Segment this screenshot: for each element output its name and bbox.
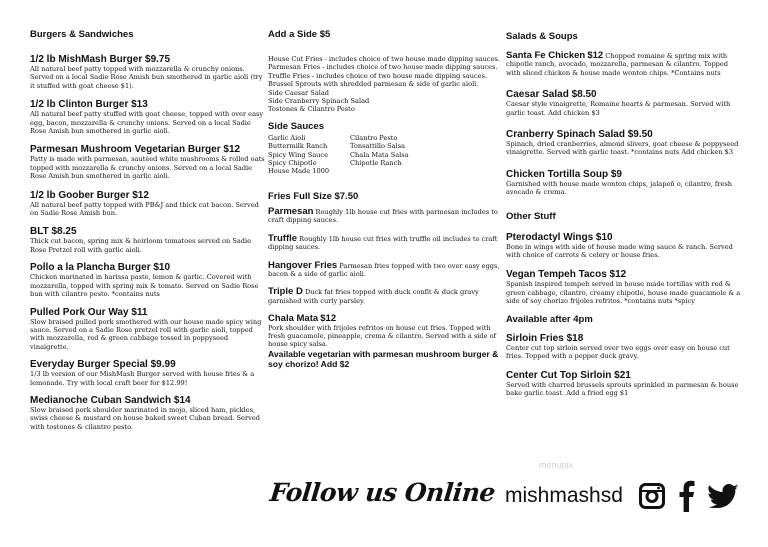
salad-item [506, 52, 742, 77]
item-name: BLT $8.25 [30, 226, 77, 238]
watermark: menupix [539, 460, 574, 470]
after-list [506, 333, 742, 398]
fries-line [268, 205, 500, 225]
item-description: Patty is made with parmesan, sautéed white mushrooms & rolled oats topped with mozzarella & crunchy onions. Served on a local Sadie Rose Amish bun smothered in garlic aioli. [30, 155, 265, 181]
fries-item [268, 288, 500, 305]
item-name: Pulled Pork Our Way $11 [30, 306, 148, 318]
item-name: Pollo a la Plancha Burger $10 [30, 262, 171, 274]
fries-description: Parmesan fries topped with two over easy eggs, bacon & a side of garlic aioli. [268, 261, 500, 278]
twitter-icon[interactable] [708, 484, 738, 508]
salad-description: Caesar style vinaigrette, Romaine hearts & parmesan. Served with garlic toast. Add chicken $3 [506, 100, 731, 117]
sauce-item: Spicy Chipotle [268, 159, 317, 168]
item-description: Thick cut bacon, spring mix & heirloom tomatoes served on Sadie Rose Pretzel roll with garlic aioli. [30, 237, 252, 254]
side-item: House Cut Fries - includes choice of two house made dipping sauces. [268, 55, 500, 63]
other-name: Vegan Tempeh Tacos $12 [506, 269, 627, 281]
sauce-item: Chala Mata Salsa [350, 150, 409, 159]
fries-description: Roughly 1lb house cut fries with truffle oil includes to craft dipping sauces. [268, 234, 498, 252]
salad-name: Caesar Salad $8.50 [506, 89, 597, 101]
salads-column [506, 31, 742, 397]
fries-section-header: Fries Full Size $7.50 [268, 190, 359, 202]
salad-line [506, 52, 742, 77]
menu-item [30, 54, 268, 90]
item-description: All natural beef patty topped with PB&J and thick cut bacon. Served on Sadie Rose Amish bun. [30, 200, 259, 218]
menu-item [30, 307, 268, 352]
other-list [506, 232, 742, 306]
fries-description: Pork shoulder with frijoles refritos on house cut fries. Topped with fresh guacamole, pineapple, crema & cilantro. Served with a side of house spicy salsa. [268, 323, 497, 349]
item-description: Chicken marinated in harissa paste, lemon & garlic. Covered with mozzarella, topped with spring mix & tomato. Served on Sadie Rose bun with cilantro pesto. *contains nuts [30, 273, 259, 299]
salads-list [506, 52, 742, 197]
fries-note: Available vegetarian with parmesan mushroom burger & soy chorizo! Add $2 [268, 348, 499, 369]
item-name: Medianoche Cuban Sandwich $14 [30, 394, 191, 406]
after-item [506, 333, 742, 361]
fries-name: Parmesan [268, 205, 314, 217]
menu-item [30, 359, 268, 387]
salad-item [506, 89, 742, 117]
fries-item [268, 232, 500, 252]
menu-item [30, 262, 268, 298]
side-item: Parmesan Fries - includes choice of two house made dipping sauces. [268, 63, 498, 72]
salad-name: Chicken Tortilla Soup $9 [506, 168, 622, 180]
other-item [506, 232, 742, 260]
side-item: Brussel Sprouts with shredded parmesan & side of garlic aioli. [268, 80, 479, 89]
fries-description: Roughly 1lb house cut fries with parmesan includes to craft dipping sauces. [268, 207, 498, 225]
fries-item [268, 259, 500, 279]
fries-item [268, 315, 500, 369]
after-description: Center cut top sirloin served over two eggs over easy on house cut fries. Topped with a pepper duck gravy. [506, 343, 730, 361]
social-handle[interactable]: mishmashsd [505, 484, 623, 507]
menu-item [30, 144, 268, 180]
sauces-right-list [350, 134, 430, 176]
menu-item [30, 395, 268, 431]
side-sauces-header: Side Sauces [268, 120, 324, 132]
side-item: Tostones & Cilantro Pesto [268, 105, 355, 114]
item-description: All natural beef patty stuffed with goat cheese, topped with over easy egg, bacon, mozzarella & crunchy onions. Served on a local Sadie Rose Amish bun smothered in garlic aioli. [30, 110, 264, 136]
salad-item [506, 169, 742, 197]
other-stuff-header: Other Stuff [506, 210, 556, 222]
fries-item [268, 205, 500, 225]
item-description: 1/3 lb version of our MishMash Burger served with house fries & a lemonade. Try with local craft beer for $12.99! [30, 370, 255, 387]
sauce-item: Tonsattillo Salsa [350, 142, 405, 151]
salad-description: Garnished with house made wonton chips, jalapeñ o, cilantro, fresh avocado & crema. [506, 179, 733, 197]
salad-price: $12 [587, 50, 604, 61]
item-name: Parmesan Mushroom Vegetarian Burger $12 [30, 144, 241, 156]
item-description: All natural beef patty topped with mozzarella & crunchy onions. Served on a local Sadie Rose Amish bun smothered in garlic aioli (try it stuffed with goat cheese $1). [30, 65, 263, 90]
fries-line [268, 288, 500, 305]
after-description: Served with charred brussels sprouts sprinkled in parmesan & house bake garlic toast. Add a fried egg $1 [506, 380, 739, 397]
other-description: Bone in wings with side of house made wing sauce & ranch. Served with choice of carrots & celery or house fries. [506, 242, 733, 260]
fries-name: Chala Mata [268, 313, 319, 325]
side-item: Side Caesar Salad [268, 88, 329, 97]
item-description: Slow braised pork shoulder marinated in mojo, sliced ham, pickles, swiss cheese & mustard on house baked sweet Cuban bread. Served with tostones & cilantro pesto. [30, 405, 260, 431]
instagram-icon[interactable] [639, 483, 665, 509]
after-name: Center Cut Top Sirloin $21 [506, 369, 631, 381]
fries-line [268, 259, 500, 279]
salad-item [506, 129, 742, 157]
other-name: Pterodactyl Wings $10 [506, 231, 613, 243]
fries-name: Truffle [268, 232, 298, 244]
menu-item [30, 226, 268, 254]
salad-description: Spinach, dried cranberries, almond slivers, goat cheese & poppyseed vinaigrette. Served with garlic toast. *contains nuts Add chicken $3 [506, 140, 739, 157]
sauce-item: Chipotle Ranch [350, 159, 402, 168]
after-item [506, 370, 742, 398]
fries-line [268, 232, 500, 252]
add-side-header: Add a Side $5 [268, 29, 331, 40]
item-name: 1/2 lb MishMash Burger $9.75 [30, 54, 171, 65]
item-name: 1/2 lb Clinton Burger $13 [30, 99, 148, 111]
fries-price: $12 [320, 313, 337, 325]
other-description: Spanish inspired tempeh served in house made tortillas with red & green cabbage, cilantro, creamy chipotle, house made guacamole & a side of soy chorizo frijoles refritos. *contains nuts *spicy [506, 280, 741, 306]
sides-column [268, 29, 500, 369]
side-item: Side Cranberry Spinach Salad [268, 97, 370, 106]
sauce-item: Cilantro Pesto [350, 133, 398, 142]
fries-line [268, 315, 500, 323]
menu-item [30, 99, 268, 135]
sides-list [268, 55, 500, 114]
burgers-list [30, 54, 268, 431]
sauce-item: Spicy Wing Sauce [268, 150, 328, 159]
sauces-left-list [268, 134, 350, 176]
sauce-item: Garlic Aioli [268, 133, 306, 142]
item-name: 1/2 lb Goober Burger $12 [30, 189, 149, 201]
follow-us-heading: Follow us Online [268, 478, 497, 507]
salad-name: Santa Fe Chicken [506, 50, 586, 61]
salads-section-header: Salads & Soups [506, 31, 578, 42]
sauces-grid [268, 134, 500, 176]
sauce-item: Buttermilk Ranch [268, 142, 328, 151]
fries-description: Duck fat fries topped with duck confit & duck gravy garnished with curly parsley. [268, 288, 479, 305]
fries-list [268, 205, 500, 369]
fries-name: Triple D [268, 286, 303, 298]
salad-name: Cranberry Spinach Salad $9.50 [506, 129, 653, 141]
burgers-section-header: Burgers & Sandwiches [30, 29, 134, 40]
after-name: Sirloin Fries $18 [506, 332, 584, 344]
menu-item [30, 190, 268, 218]
burgers-column [30, 29, 268, 431]
facebook-icon[interactable] [679, 480, 695, 512]
item-description: Slow braised pulled pork smothered with our house made spicy wing sauce. Served on a Sadie Rose pretzel roll with garlic aioli, topped with mozzarella, red & green cabbage tossed in poppyseed vinaigrette. [30, 317, 262, 351]
after-4pm-header: Available after 4pm [506, 313, 593, 325]
other-item [506, 269, 742, 305]
item-name: Everyday Burger Special $9.99 [30, 359, 176, 371]
fries-name: Hangover Fries [268, 259, 338, 271]
sauce-item: House Made 1000 [268, 167, 330, 176]
side-item: Truffle Fries - includes choice of two house made dipping sauces. [268, 71, 488, 80]
salad-description: Chopped romaine & spring mix with chipotle ranch, avocado, mozzarella, parmesan & cilantro. Topped with sliced chicken & house made wonton chips. *Contains nuts [506, 52, 729, 77]
